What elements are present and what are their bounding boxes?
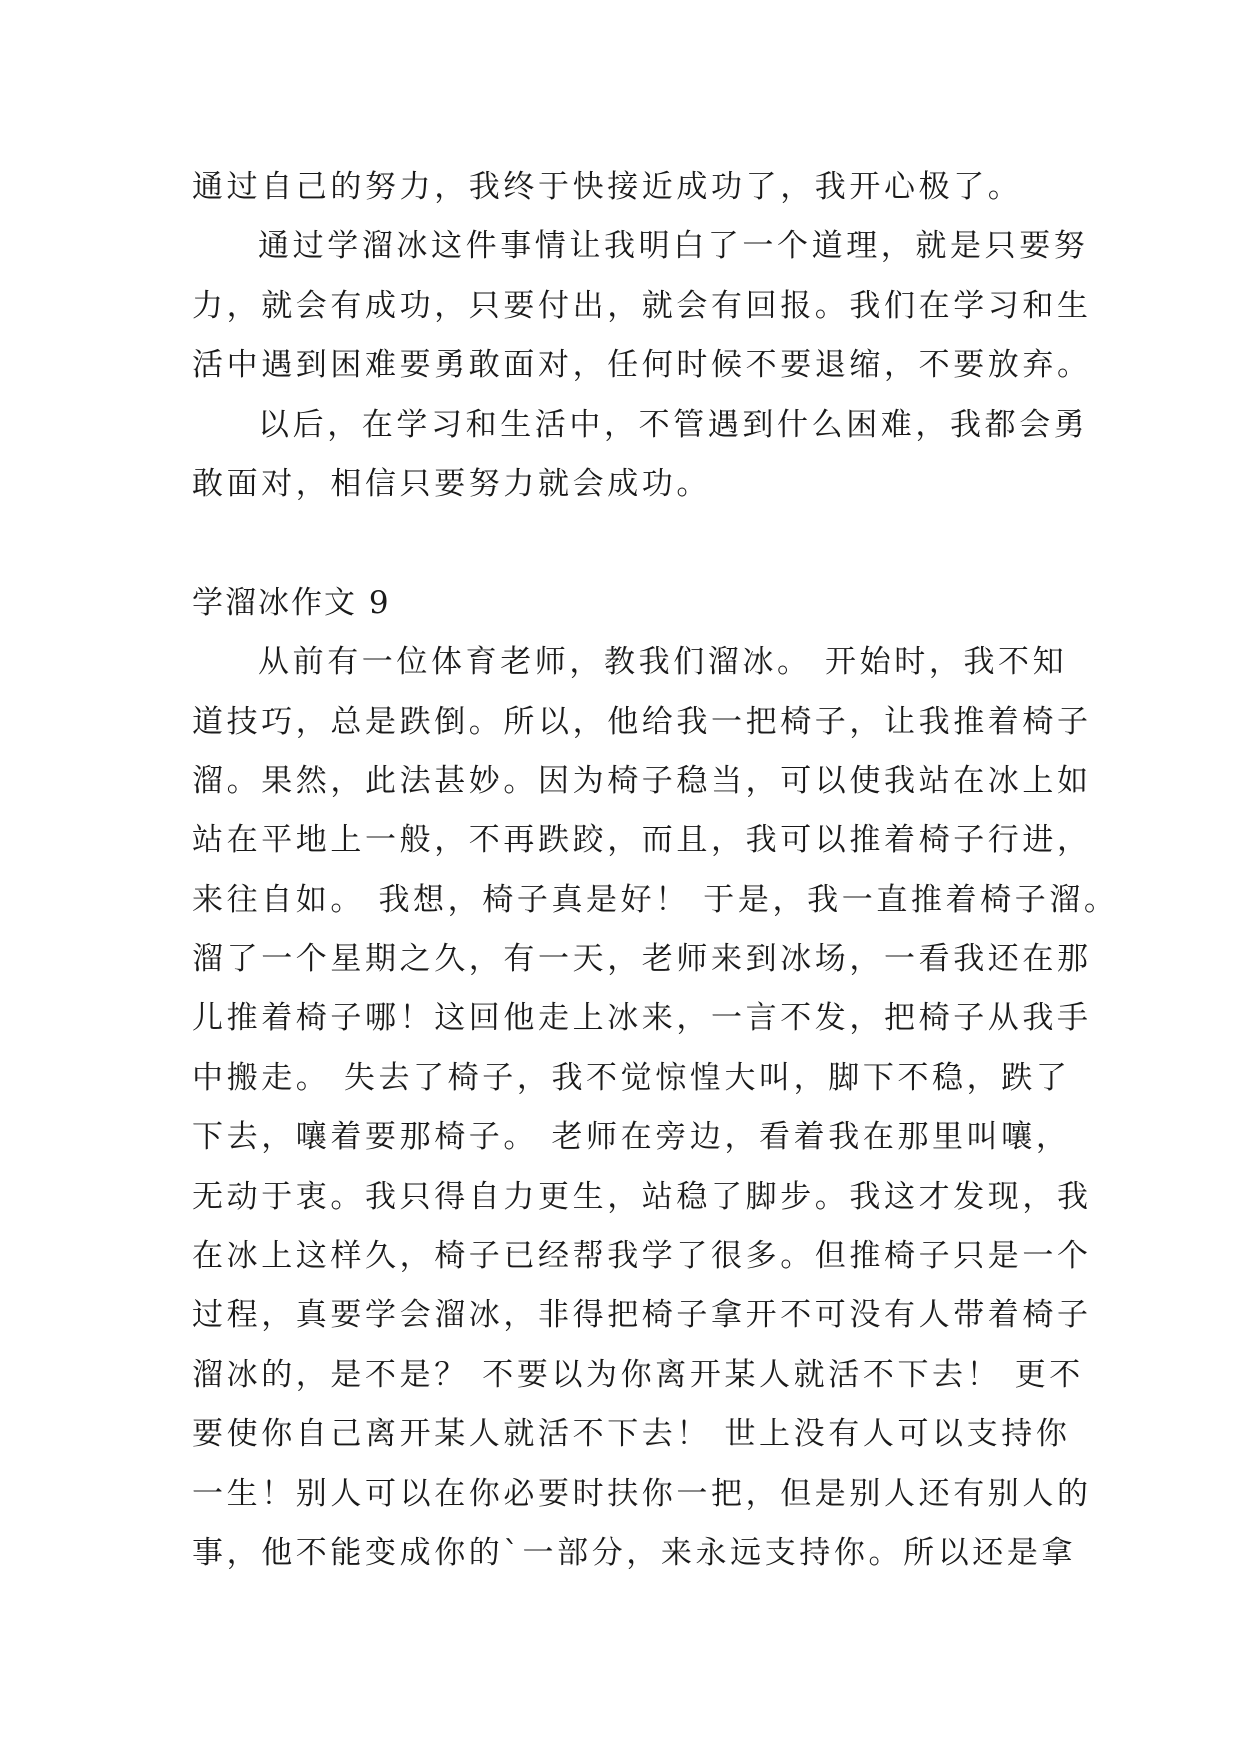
text-line: 活中遇到困难要勇敢面对，任何时候不要退缩，不要放弃。 bbox=[192, 347, 1092, 384]
text-line: 过程，真要学会溜冰，非得把椅子拿开不可没有人带着椅子 bbox=[192, 1297, 1092, 1334]
text-line: 事，他不能变成你的`一部分，来永远支持你。所以还是拿 bbox=[192, 1534, 1077, 1571]
section-heading: 学溜冰作文 9 bbox=[192, 584, 391, 621]
paragraph-start-line: 通过学溜冰这件事情让我明白了一个道理，就是只要努 bbox=[258, 228, 1089, 265]
text-line: 道技巧，总是跌倒。所以，他给我一把椅子，让我推着椅子 bbox=[192, 703, 1092, 740]
text-line: 在冰上这样久，椅子已经帮我学了很多。但推椅子只是一个 bbox=[192, 1238, 1092, 1275]
text-line: 中搬走。 失去了椅子，我不觉惊惶大叫，脚下不稳，跌了 bbox=[192, 1059, 1071, 1096]
text-line: 无动于衷。我只得自力更生，站稳了脚步。我这才发现，我 bbox=[192, 1178, 1092, 1215]
text-line: 溜了一个星期之久，有一天，老师来到冰场，一看我还在那 bbox=[192, 941, 1092, 978]
text-line: 溜。果然，此法甚妙。因为椅子稳当，可以使我站在冰上如 bbox=[192, 762, 1092, 799]
text-line: 敢面对，相信只要努力就会成功。 bbox=[192, 465, 711, 502]
text-line: 来往自如。 我想，椅子真是好！ 于是，我一直推着椅子溜。 bbox=[192, 881, 1119, 918]
text-line: 力，就会有成功，只要付出，就会有回报。我们在学习和生 bbox=[192, 287, 1092, 324]
text-line: 溜冰的，是不是？ 不要以为你离开某人就活不下去！ 更不 bbox=[192, 1356, 1084, 1393]
text-line: 站在平地上一般，不再跌跤，而且，我可以推着椅子行进， bbox=[192, 822, 1092, 859]
paragraph-start-line: 以后，在学习和生活中，不管遇到什么困难，我都会勇 bbox=[258, 406, 1089, 443]
text-line: 下去，嚷着要那椅子。 老师在旁边，看着我在那里叫嚷， bbox=[192, 1119, 1071, 1156]
text-line: 儿推着椅子哪！这回他走上冰来，一言不发，把椅子从我手 bbox=[192, 1000, 1092, 1037]
text-line: 通过自己的努力，我终于快接近成功了，我开心极了。 bbox=[192, 169, 1023, 205]
paragraph-start-line: 从前有一位体育老师，教我们溜冰。 开始时，我不知 bbox=[258, 644, 1068, 681]
document-body bbox=[192, 158, 1119, 1583]
text-line: 要使你自己离开某人就活不下去！ 世上没有人可以支持你 bbox=[192, 1416, 1071, 1453]
text-line: 一生！别人可以在你必要时扶你一把，但是别人还有别人的 bbox=[192, 1475, 1092, 1512]
section-gap bbox=[192, 514, 1072, 573]
